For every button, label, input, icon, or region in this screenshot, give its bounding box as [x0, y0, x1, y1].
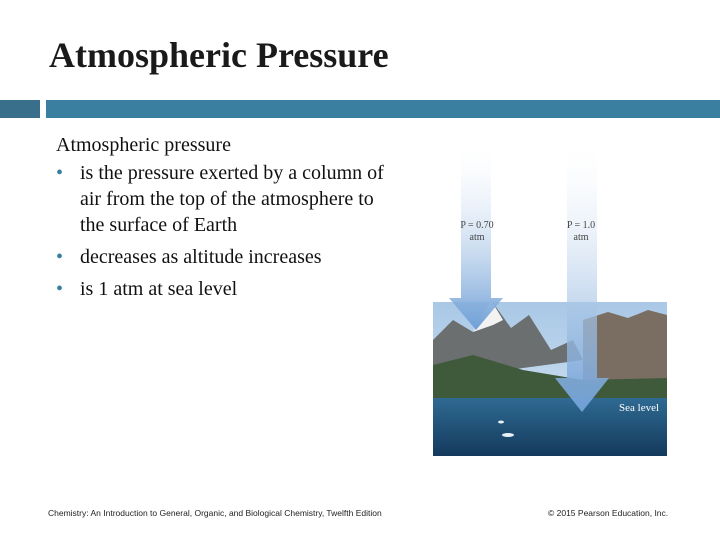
pressure-label-sea-level — [559, 220, 603, 244]
ice-floe — [498, 421, 504, 424]
pressure-unit-mountain: atm — [469, 232, 485, 243]
bullet-item — [56, 244, 386, 270]
bullet-item — [56, 160, 386, 238]
ice-floe — [502, 433, 514, 437]
footer-citation: Chemistry: An Introduction to General, Organic, and Biological Chemistry, Twelfth Edition — [48, 508, 382, 518]
title-divider-right — [46, 100, 720, 118]
bullet-text: decreases as altitude increases — [80, 246, 322, 268]
sea-level-label: Sea level — [619, 402, 660, 414]
pressure-value-sea-level: P = 1.0 — [566, 220, 596, 231]
body-heading: Atmospheric pressure — [56, 134, 231, 156]
bullet-list — [56, 160, 386, 302]
slide-body — [56, 132, 386, 302]
bullet-text: is 1 atm at sea level — [80, 278, 238, 300]
title-divider-left — [0, 100, 40, 118]
pressure-label-mountain — [453, 220, 501, 244]
bullet-icon: • — [56, 162, 64, 184]
pressure-value-mountain: P = 0.70 — [460, 220, 494, 231]
bullet-text: is the pressure exerted by a column of air from the top of the atmosphere to the surface of Earth — [80, 162, 384, 236]
bullet-icon: • — [56, 246, 64, 268]
bullet-icon: • — [56, 278, 64, 300]
slide-title: Atmospheric Pressure — [49, 35, 389, 75]
pressure-unit-sea-level: atm — [573, 232, 589, 243]
footer-copyright: © 2015 Pearson Education, Inc. — [548, 508, 669, 518]
atmospheric-pressure-figure — [433, 150, 667, 456]
bullet-item — [56, 276, 386, 302]
